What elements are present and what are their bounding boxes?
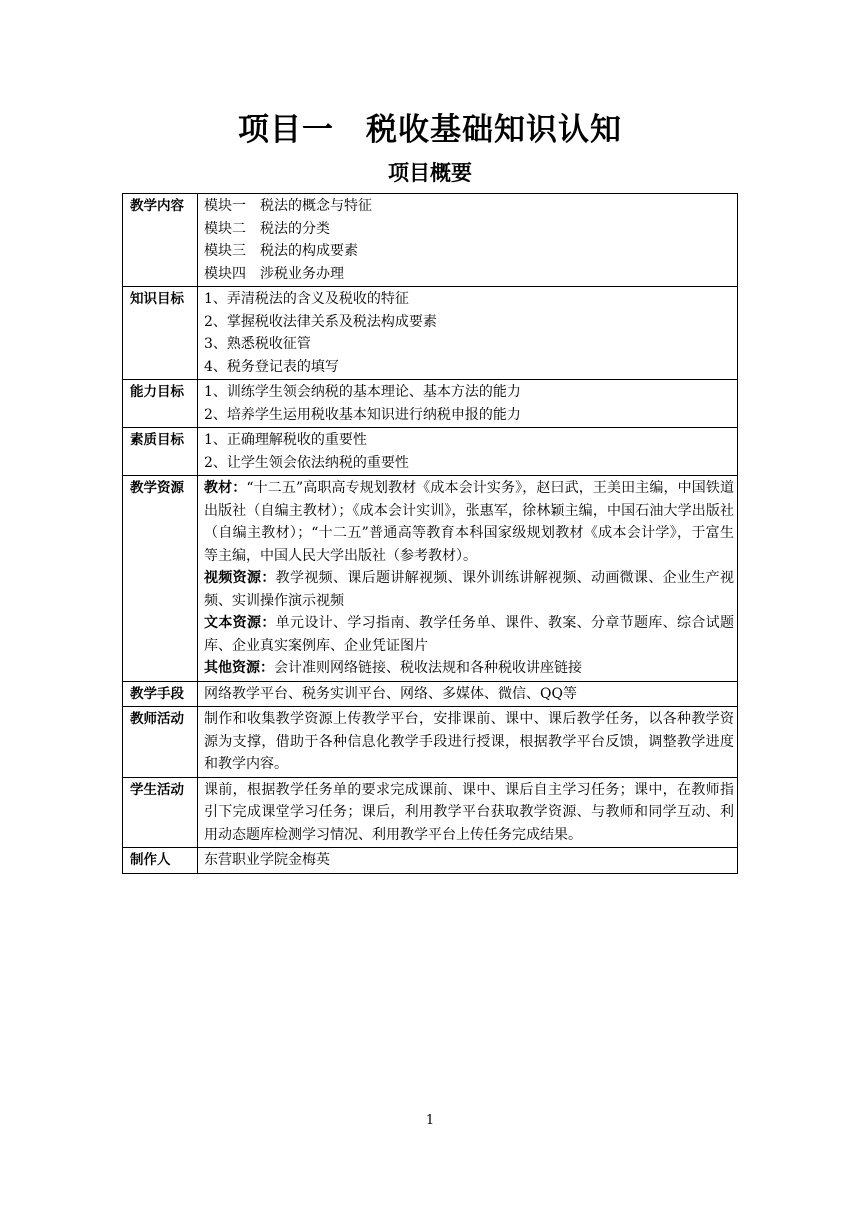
- table-row-ability-goals: [123, 380, 738, 428]
- list-item: 1、训练学生领会纳税的基本理论、基本方法的能力: [204, 384, 521, 400]
- row-label: 知识目标: [123, 287, 198, 380]
- list-item: 模块四 涉税业务办理: [204, 265, 344, 282]
- list-item: 2、掌握税收法律关系及税法构成要素: [204, 313, 437, 330]
- student-activities-text: 课前，根据教学任务单的要求完成课前、课中、课后自主学习任务；课中，在教师指引下完成课堂学习任务；课后，利用教学平台获取教学资源、与教师和同学互动、利用动态题库检测学习情况、利用教学平台上传任务完成结果。: [204, 781, 734, 843]
- table-row-teaching-means: [123, 681, 738, 707]
- row-value: 东营职业学院金梅英: [198, 848, 738, 874]
- row-value: [198, 476, 738, 682]
- row-label: 学生活动: [123, 777, 198, 848]
- other-resources-label: 其他资源：: [204, 660, 274, 676]
- row-value: [198, 380, 738, 428]
- video-resources-text: 教学视频、课后题讲解视频、课外训练讲解视频、动画微课、企业生产视频、实训操作演示视频: [204, 570, 735, 609]
- video-resources-label: 视频资源：: [204, 570, 276, 586]
- row-value: [198, 777, 738, 848]
- other-resources-text: 会计准则网络链接、税收法规和各种税收讲座链接: [274, 660, 582, 676]
- list-item: 模块二 税法的分类: [204, 220, 330, 237]
- list-item: 1、正确理解税收的重要性: [204, 432, 367, 448]
- row-value: [198, 194, 738, 287]
- teacher-activities-text: 制作和收集教学资源上传教学平台，安排课前、课中、课后教学任务，以各种教学资源为支撑，借助于各种信息化教学手段进行授课，根据教学平台反馈，调整教学进度和教学内容。: [204, 711, 734, 772]
- table-row-author: [123, 848, 738, 874]
- row-value: 网络教学平台、税务实训平台、网络、多媒体、微信、QQ等: [198, 681, 738, 707]
- textbook-paragraph: [204, 477, 734, 567]
- row-label: 教学内容: [123, 194, 198, 287]
- list-item: 2、让学生领会依法纳税的重要性: [204, 454, 409, 471]
- page-title: 项目一 税收基础知识认知: [238, 112, 622, 148]
- page-number: 1: [425, 1113, 435, 1128]
- video-resources-paragraph: [204, 567, 734, 612]
- list-item: 3、熟悉税收征管: [204, 336, 311, 352]
- textbook-label: 教材：: [204, 480, 247, 496]
- list-item: 1、弄清税法的含义及税收的特征: [204, 291, 409, 307]
- table-row-teacher-activities: [123, 707, 738, 778]
- other-resources-paragraph: [204, 657, 734, 680]
- text-resources-paragraph: [204, 612, 734, 657]
- row-label: 教学手段: [123, 681, 198, 707]
- table-row-quality-goals: [123, 428, 738, 476]
- row-label: 教师活动: [123, 707, 198, 778]
- table-row-knowledge-goals: [123, 287, 738, 380]
- list-item: 模块一 税法的概念与特征: [204, 198, 372, 214]
- row-label: 制作人: [123, 848, 198, 874]
- row-value: [198, 428, 738, 476]
- list-item: 4、税务登记表的填写: [204, 358, 339, 375]
- text-resources-label: 文本资源：: [204, 615, 276, 631]
- table-row-teaching-resources: [123, 476, 738, 682]
- row-value: [198, 287, 738, 380]
- list-item: 模块三 税法的构成要素: [204, 243, 358, 259]
- row-label: 素质目标: [123, 428, 198, 476]
- row-value: [198, 707, 738, 778]
- table-row-teaching-content: [123, 194, 738, 287]
- textbook-text: “十二五”高职高专规划教材《成本会计实务》，赵曰武，王美田主编，中国铁道出版社（自编主教材）；《成本会计实训》，张惠军，徐林颖主编，中国石油大学出版社（自编主教材）；“十二五”普通高等教育本科国家级规划教材《成本会计学》，于富生等主编，中国人民大学出版社（参考教材）。: [204, 480, 735, 564]
- row-label: 能力目标: [123, 380, 198, 428]
- section-subtitle: 项目概要: [388, 161, 472, 185]
- table-row-student-activities: [123, 777, 738, 848]
- list-item: 2、培养学生运用税收基本知识进行纳税申报的能力: [204, 406, 521, 423]
- project-overview-table: [122, 193, 738, 874]
- row-label: 教学资源: [123, 476, 198, 682]
- text-resources-text: 单元设计、学习指南、教学任务单、课件、教案、分章节题库、综合试题库、企业真实案例库、企业凭证图片: [204, 615, 735, 654]
